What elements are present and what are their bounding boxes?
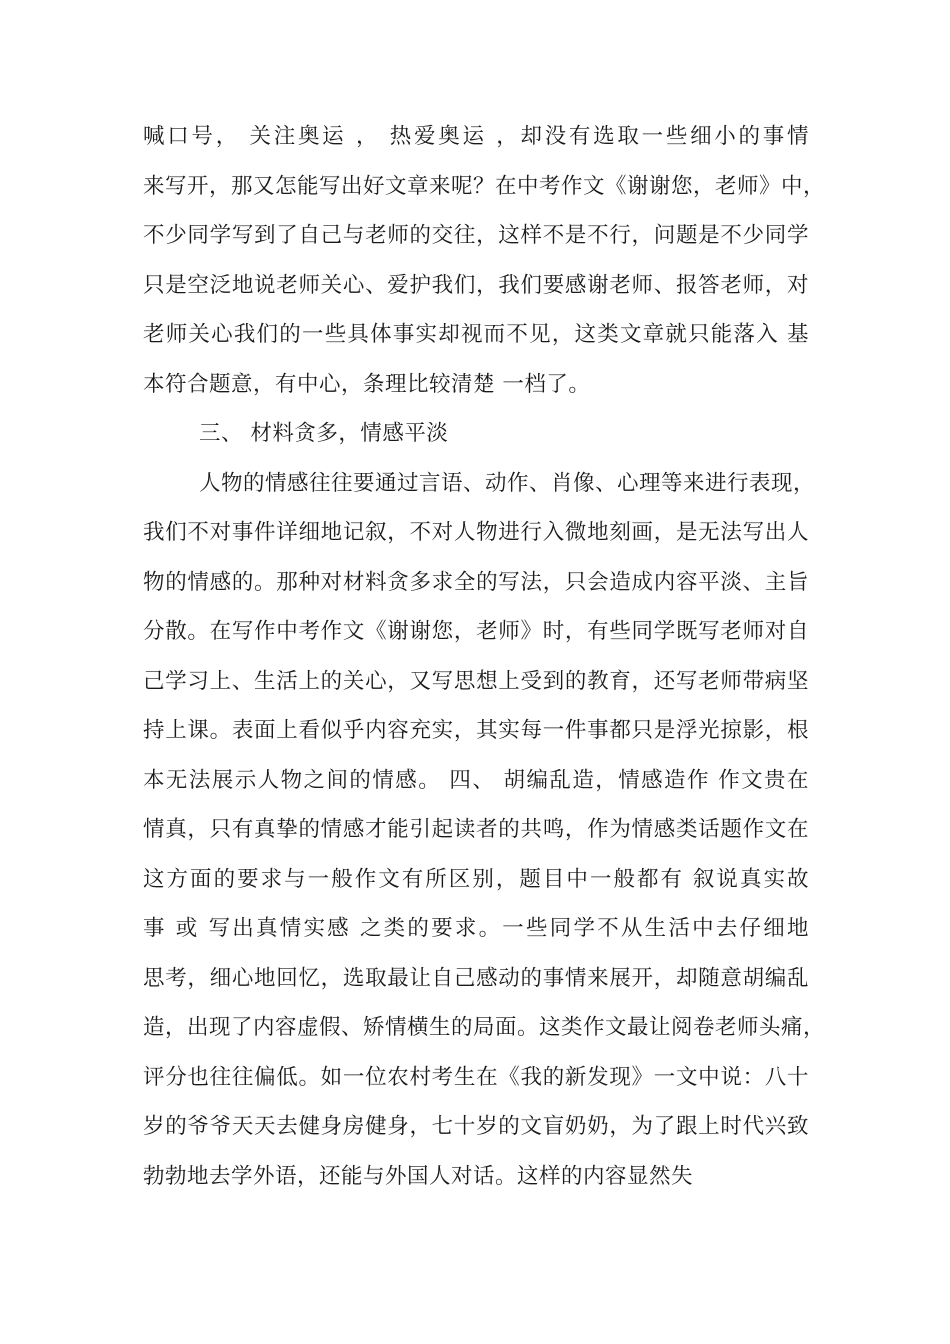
text-line: 只是空泛地说老师关心、爱护我们，我们要感谢老师、报答老师，对	[143, 272, 809, 298]
text-line: 本符合题意，有中心，条理比较清楚 一档了。	[143, 371, 591, 397]
text-line: 造，出现了内容虚假、矫情横生的局面。这类作文最让阅卷老师头痛，	[143, 1015, 826, 1040]
text-line: 勃勃地去学外语，还能与外国人对话。这样的内容显然失	[143, 1163, 694, 1189]
text-line: 评分也往往偏低。如一位农村考生在《我的新发现》一文中说：八十	[143, 1064, 809, 1090]
text-line: 岁的爷爷天天去健身房健身，七十岁的文盲奶奶，为了跟上时代兴致	[143, 1114, 809, 1139]
text-line: 不少同学写到了自己与老师的交往，这样不是不行，问题是不少同学	[143, 223, 809, 248]
text-line: 老师关心我们的一些具体事实却视而不见，这类文章就只能落入 基	[143, 322, 809, 347]
paragraph-first-line: 人物的情感往往要通过言语、动作、肖像、心理等来进行表现，	[199, 470, 816, 496]
text-line: 这方面的要求与一般作文有所区别，题目中一般都有 叙说真实故	[143, 866, 809, 892]
text-line: 本无法展示人物之间的情感。 四、 胡编乱造，情感造作 作文贵在	[143, 767, 809, 793]
text-line: 思考，细心地回忆，选取最让自己感动的事情来展开，却随意胡编乱	[143, 965, 809, 991]
section-heading: 三、 材料贪多，情感平淡	[199, 421, 449, 446]
text-line: 情真，只有真挚的情感才能引起读者的共鸣，作为情感类话题作文在	[143, 817, 809, 842]
body-text	[143, 112, 826, 1201]
text-line: 分散。在写作中考作文《谢谢您，老师》时，有些同学既写老师对自	[143, 619, 809, 644]
text-line: 持上课。表面上看似乎内容充实，其实每一件事都只是浮光掠影，根	[143, 718, 809, 743]
text-line: 来写开，那又怎能写出好文章来呢？在中考作文《谢谢您，老师》中，	[143, 173, 826, 199]
text-line: 我们不对事件详细地记叙，不对人物进行入微地刻画，是无法写出人	[143, 520, 809, 545]
text-line: 己学习上、生活上的关心，又写思想上受到的教育，还写老师带病坚	[143, 668, 809, 694]
text-line: 事 或 写出真情实感 之类的要求。一些同学不从生活中去仔细地	[143, 916, 809, 941]
text-line: 喊口号， 关注奥运 ， 热爱奥运 ，却没有选取一些细小的事情	[143, 124, 809, 149]
text-line: 物的情感的。那种对材料贪多求全的写法，只会造成内容平淡、主旨	[143, 569, 809, 595]
